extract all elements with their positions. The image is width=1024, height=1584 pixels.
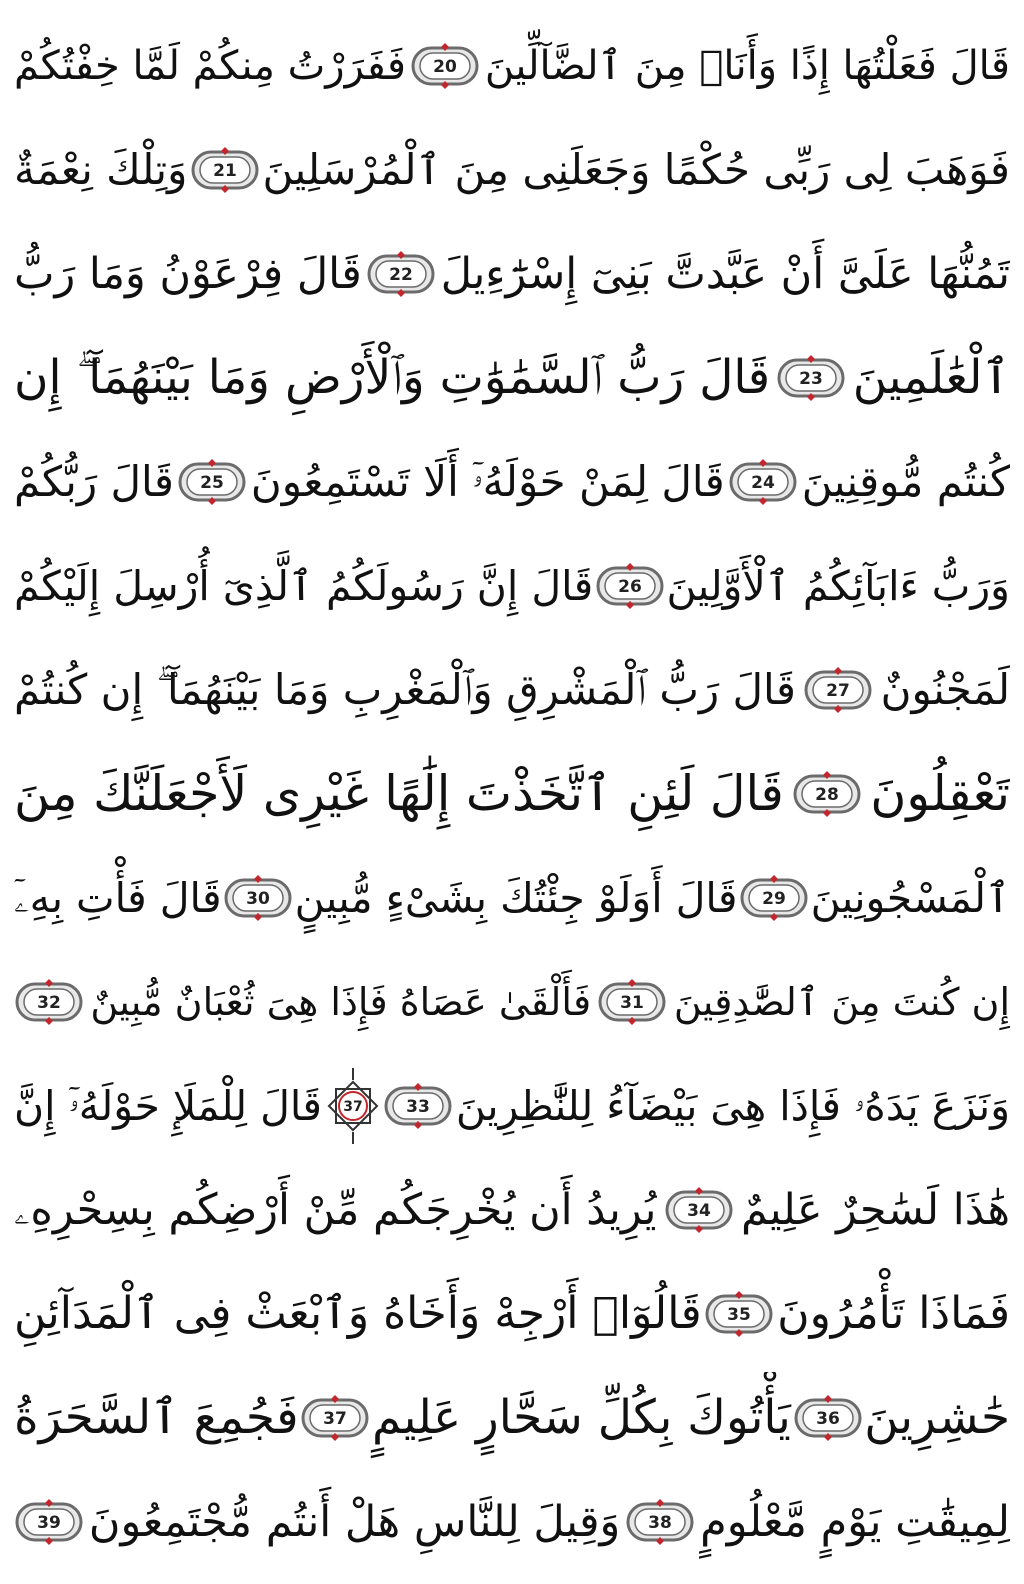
verse-text: لَمَجْنُونٌ xyxy=(880,665,1010,714)
verse-line xyxy=(14,332,1010,424)
ayah-end-marker-icon xyxy=(739,875,809,921)
verse-text: وَقِيلَ لِلنَّاسِ هَلْ أَنتُم مُّجْتَمِعُونَ xyxy=(88,1497,621,1547)
verse-lines xyxy=(14,20,1010,1568)
ayah-number: 25 xyxy=(200,473,225,493)
ayah-number: 30 xyxy=(246,889,270,909)
ayah-end-marker-icon xyxy=(223,875,293,921)
ayah-end-marker-icon xyxy=(383,1083,453,1129)
ayah-end-marker-icon xyxy=(597,979,667,1025)
verse-text: قَالُوٓا۟ أَرْجِهْ وَأَخَاهُ وَٱبْعَثْ فِى ٱلْمَدَآئِنِ xyxy=(14,1288,702,1339)
ayah-end-marker-icon xyxy=(792,771,862,817)
verse-text: إِن كُنتَ مِنَ ٱلصَّٰدِقِينَ xyxy=(673,980,1010,1024)
ayah-number: 31 xyxy=(620,993,645,1013)
verse-text: فَجُمِعَ ٱلسَّحَرَةُ xyxy=(14,1390,299,1445)
ayah-number: 29 xyxy=(762,889,786,909)
ayah-number: 35 xyxy=(727,1305,752,1325)
verse-line xyxy=(14,748,1010,840)
ayah-number: 32 xyxy=(37,993,61,1013)
ayah-end-marker-icon xyxy=(410,43,480,89)
verse-line xyxy=(14,228,1010,320)
verse-line xyxy=(14,1476,1010,1568)
ayah-end-marker-icon xyxy=(366,251,436,297)
verse-text: تَعْقِلُونَ xyxy=(870,765,1010,822)
ayah-number: 27 xyxy=(826,681,851,701)
verse-text: قَالَ رَبُّ ٱلسَّمَٰوَٰتِ وَٱلْأَرْضِ وَمَا بَيْنَهُمَآ ۖ إِن xyxy=(14,350,771,405)
ayah-number: 34 xyxy=(686,1201,711,1221)
ayah-number: 39 xyxy=(37,1513,61,1533)
verse-text: قَالَ فِرْعَوْنُ وَمَا رَبُّ xyxy=(14,249,362,299)
verse-line xyxy=(14,20,1010,112)
ayah-number: 22 xyxy=(389,265,414,285)
verse-text: قَالَ لِلْمَلَإِ حَوْلَهُۥٓ إِنَّ xyxy=(14,1082,322,1130)
ayah-end-marker-icon xyxy=(190,147,260,193)
verse-line xyxy=(14,956,1010,1048)
ayah-number: 28 xyxy=(815,785,839,805)
verse-text: قَالَ فَعَلْتُهَا إِذًا وَأَنَا۠ مِنَ ٱلضَّآلِّينَ xyxy=(484,43,1010,89)
ayah-end-marker-icon xyxy=(14,979,84,1025)
verse-text: قَالَ إِنَّ رَسُولَكُمُ ٱلَّذِىٓ أُرْسِلَ إِلَيْكُمْ xyxy=(14,562,594,610)
verse-text: فَأَلْقَىٰ عَصَاهُ فَإِذَا هِىَ ثُعْبَانٌ مُّبِينٌ xyxy=(90,980,592,1024)
verse-text: حَٰشِرِينَ xyxy=(864,1390,1010,1445)
ayah-number: 33 xyxy=(406,1097,431,1117)
ayah-end-marker-icon xyxy=(728,459,798,505)
ayah-number: 20 xyxy=(433,57,458,77)
verse-text: فَمَاذَا تَأْمُرُونَ xyxy=(777,1288,1010,1339)
verse-text: وَتِلْكَ نِعْمَةٌ xyxy=(14,145,188,194)
verse-line xyxy=(14,644,1010,736)
verse-text: قَالَ لَئِنِ ٱتَّخَذْتَ إِلَٰهًا غَيْرِى لَأَجْعَلَنَّكَ مِنَ xyxy=(14,765,784,822)
ayah-end-marker-icon xyxy=(793,1395,863,1441)
verse-text: هَٰذَا لَسَٰحِرٌ عَلِيمٌ xyxy=(741,1185,1010,1235)
verse-text: وَنَزَعَ يَدَهُۥ فَإِذَا هِىَ بَيْضَآءُ لِلنَّٰظِرِينَ xyxy=(455,1082,1010,1130)
ayah-end-marker-icon xyxy=(664,1187,734,1233)
verse-line xyxy=(14,1164,1010,1256)
verse-text: كُنتُم مُّوقِنِينَ xyxy=(801,457,1010,506)
verse-text: فَوَهَبَ لِى رَبِّى حُكْمًا وَجَعَلَنِى مِنَ ٱلْمُرْسَلِينَ xyxy=(262,145,1010,194)
ayah-end-marker-icon xyxy=(595,563,665,609)
verse-text: قَالَ رَبُّ ٱلْمَشْرِقِ وَٱلْمَغْرِبِ وَمَا بَيْنَهُمَآ ۖ إِن كُنتُمْ xyxy=(14,665,796,714)
verse-text: ٱلْمَسْجُونِينَ xyxy=(810,874,1010,922)
verse-text: قَالَ فَأْتِ بِهِۦٓ xyxy=(14,874,222,922)
ayah-end-marker-icon xyxy=(300,1395,370,1441)
verse-line xyxy=(14,1268,1010,1360)
verse-text: لِمِيقَٰتِ يَوْمٍ مَّعْلُومٍ xyxy=(700,1497,1010,1547)
ayah-end-marker-icon xyxy=(803,667,873,713)
verse-text: ٱلْعَٰلَمِينَ xyxy=(852,350,1010,405)
verse-line xyxy=(14,540,1010,632)
verse-line xyxy=(14,124,1010,216)
ayah-number: 24 xyxy=(751,473,776,493)
ayah-end-marker-icon xyxy=(14,1499,84,1545)
ayah-end-marker-icon xyxy=(776,355,846,401)
verse-line xyxy=(14,1372,1010,1464)
verse-line xyxy=(14,852,1010,944)
ayah-number: 38 xyxy=(648,1513,673,1533)
verse-line xyxy=(14,1060,1010,1152)
ayah-end-marker-icon xyxy=(704,1291,774,1337)
verse-text: قَالَ لِمَنْ حَوْلَهُۥٓ أَلَا تَسْتَمِعُونَ xyxy=(250,457,725,506)
verse-line xyxy=(14,436,1010,528)
verse-text: يُرِيدُ أَن يُخْرِجَكُم مِّنْ أَرْضِكُم بِسِحْرِهِۦ xyxy=(14,1185,657,1235)
rub-el-hizb-icon xyxy=(325,1066,381,1146)
ayah-number: 21 xyxy=(213,161,237,181)
ayah-end-marker-icon xyxy=(177,459,247,505)
ayah-end-marker-icon xyxy=(625,1499,695,1545)
ayah-number: 23 xyxy=(799,369,824,389)
ayah-number: 36 xyxy=(815,1409,840,1429)
verse-text: تَمُنُّهَا عَلَىَّ أَنْ عَبَّدتَّ بَنِىٓ إِسْرَٰٓءِيلَ xyxy=(440,249,1010,299)
ayah-number: 26 xyxy=(618,577,642,597)
verse-text: قَالَ رَبُّكُمْ xyxy=(14,457,174,506)
rub-number: 37 xyxy=(342,1099,363,1115)
ayah-number: 37 xyxy=(323,1409,348,1429)
verse-text: وَرَبُّ ءَابَآئِكُمُ ٱلْأَوَّلِينَ xyxy=(666,562,1010,610)
verse-text: يَأْتُوكَ بِكُلِّ سَحَّارٍ عَلِيمٍ xyxy=(372,1390,791,1445)
verse-text: قَالَ أَوَلَوْ جِئْتُكَ بِشَىْءٍ مُّبِينٍ xyxy=(294,874,738,922)
verse-text: فَفَرَرْتُ مِنكُمْ لَمَّا خِفْتُكُمْ xyxy=(14,43,406,89)
